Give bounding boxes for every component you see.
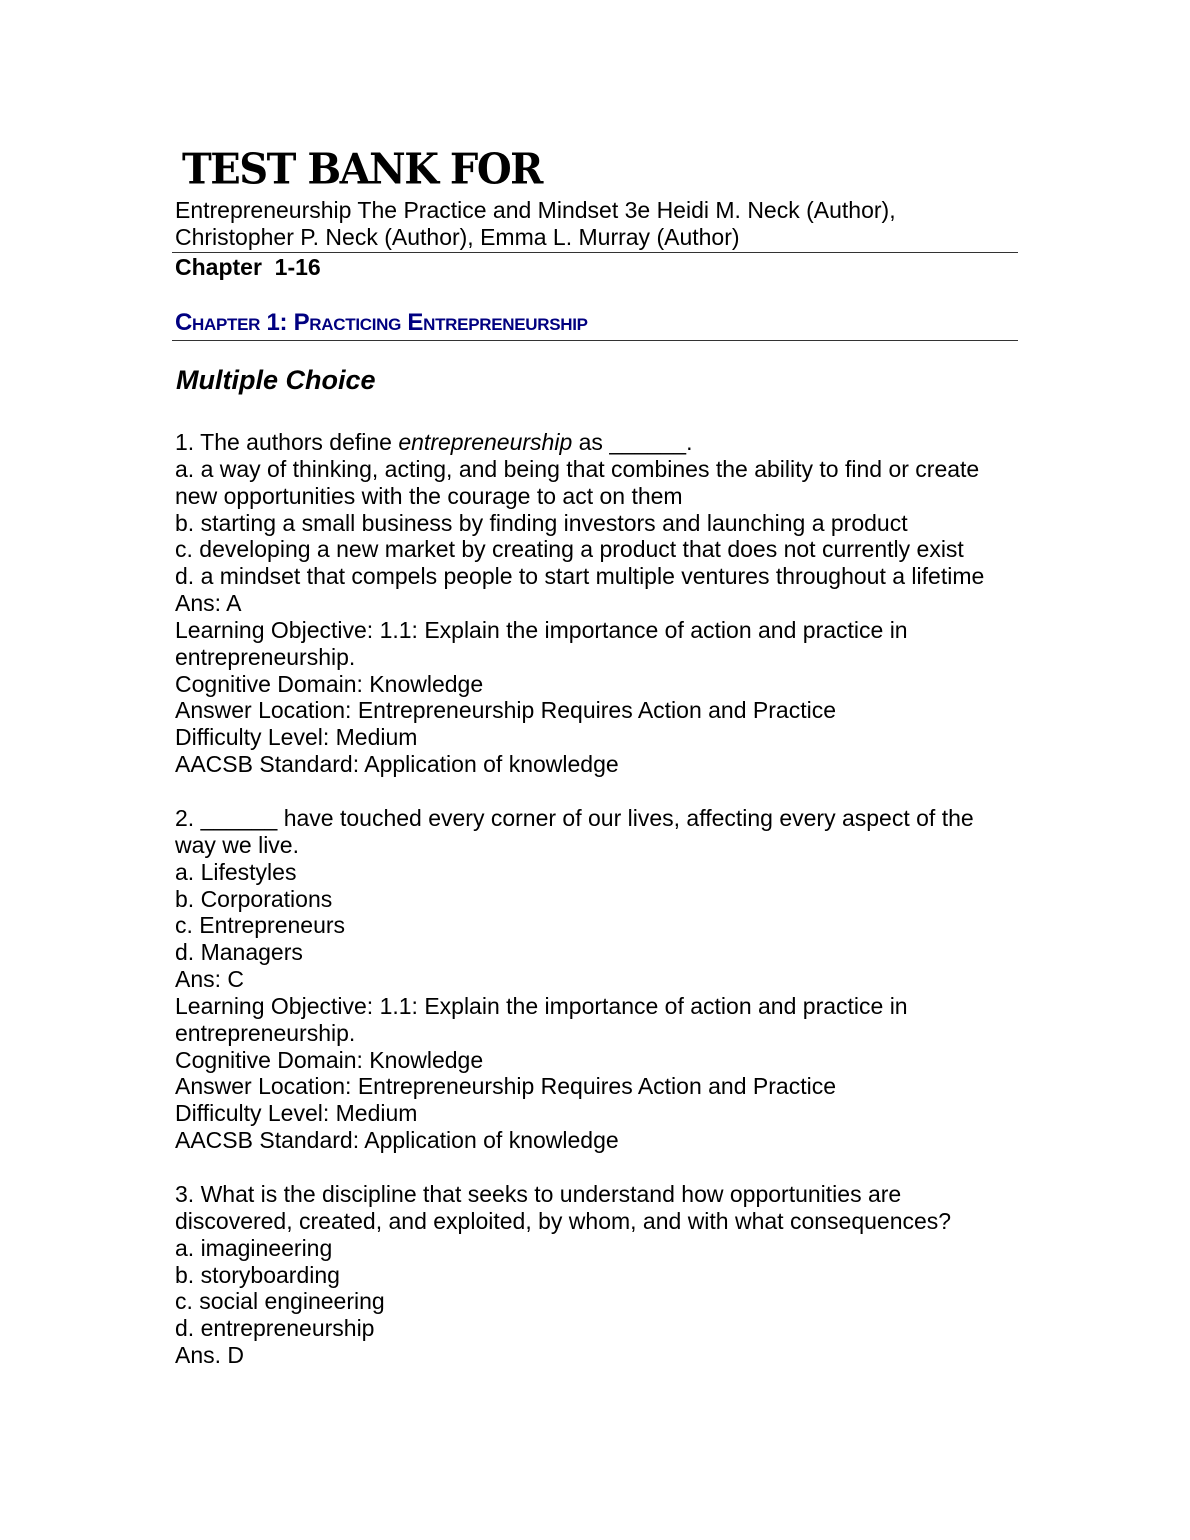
answer-location: Answer Location: Entrepreneurship Requires Action and Practice (175, 1073, 836, 1100)
option-a: a. imagineering (175, 1234, 333, 1261)
answer-location: Answer Location: Entrepreneurship Requires Action and Practice (175, 697, 836, 724)
option-a: a. Lifestyles (175, 858, 297, 885)
difficulty-level: Difficulty Level: Medium (175, 1100, 418, 1127)
question-stem: 2. ______ have touched every corner of our lives, affecting every aspect of the way we live. (175, 805, 974, 858)
option-c: c. developing a new market by creating a product that does not currently exist (175, 536, 964, 563)
answer: Ans: C (175, 966, 245, 993)
divider (172, 340, 1018, 341)
stem-text: as ______. (572, 429, 693, 455)
answer: Ans. D (175, 1342, 245, 1369)
learning-objective: Learning Objective: 1.1: Explain the importance of action and practice in entrepreneurship. (175, 616, 908, 670)
chapter-heading: Chapter 1: Practicing Entrepreneurship (175, 309, 588, 336)
question-2 (175, 805, 1010, 1154)
cognitive-domain: Cognitive Domain: Knowledge (175, 1046, 484, 1073)
aacsb-standard: AACSB Standard: Application of knowledge (175, 1127, 619, 1154)
option-d: d. entrepreneurship (175, 1315, 375, 1342)
option-d: d. a mindset that compels people to start multiple ventures throughout a lifetime (175, 563, 985, 590)
book-subtitle: Entrepreneurship The Practice and Mindset 3e Heidi M. Neck (Author), Christopher P. Neck (Author), Emma L. Murray (Author) (175, 197, 896, 250)
chapter-range: Chapter 1-16 (175, 254, 321, 280)
section-heading: Multiple Choice (176, 365, 376, 395)
question-3 (175, 1181, 1010, 1369)
option-c: c. social engineering (175, 1288, 385, 1315)
learning-objective: Learning Objective: 1.1: Explain the importance of action and practice in entrepreneurship. (175, 992, 908, 1046)
divider (172, 252, 1018, 253)
aacsb-standard: AACSB Standard: Application of knowledge (175, 751, 619, 778)
option-b: b. starting a small business by finding investors and launching a product (175, 509, 908, 536)
document-title: TEST BANK FOR (182, 144, 542, 195)
stem-text: 1. The authors define (175, 429, 399, 455)
option-c: c. Entrepreneurs (175, 912, 346, 939)
difficulty-level: Difficulty Level: Medium (175, 724, 418, 751)
option-a: a. a way of thinking, acting, and being that combines the ability to find or create new opportunities with the courage to act on them (175, 455, 980, 509)
question-stem: 3. What is the discipline that seeks to understand how opportunities are discovered, created, and exploited, by whom, and with what consequences? (175, 1181, 952, 1234)
answer: Ans: A (175, 590, 242, 617)
option-b: b. storyboarding (175, 1261, 340, 1288)
option-b: b. Corporations (175, 885, 333, 912)
option-d: d. Managers (175, 939, 303, 966)
stem-term: entrepreneurship (398, 429, 573, 455)
question-stem (175, 429, 1010, 456)
cognitive-domain: Cognitive Domain: Knowledge (175, 670, 484, 697)
question-1 (175, 429, 1010, 778)
